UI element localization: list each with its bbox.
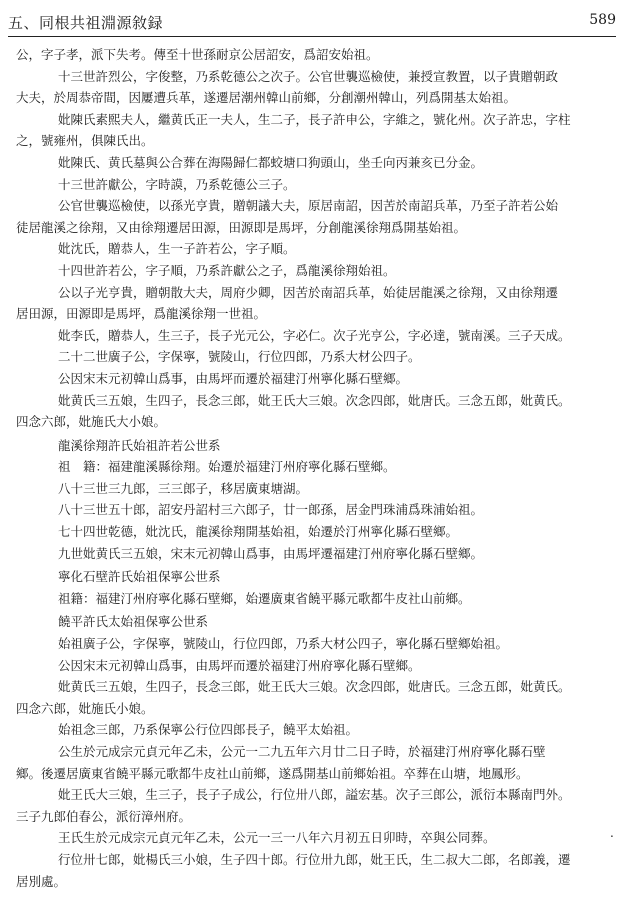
body-text	[16, 44, 604, 892]
text-line: 二十二世廣子公，字保寧，號陵山，行位四郎，乃系大材公四子。	[58, 349, 421, 365]
page-header	[8, 10, 616, 32]
header-rule	[8, 36, 616, 37]
page-number: 589	[589, 12, 616, 28]
text-line: 寧化石壁許氏始祖保寧公世系	[58, 569, 221, 585]
text-line: 徒居龍溪之徐翔，又由徐翔遷居田源，田源即是馬坪，分創龍溪徐翔爲開基始祖。	[16, 219, 467, 235]
text-line: 妣沈氏，贈恭人，生一子許若公，字子順。	[58, 241, 296, 257]
text-line: 祖 籍：福建龍溪縣徐翔。始遷於福建汀州府寧化縣石壁鄉。	[58, 459, 396, 475]
text-line: 饒平許氏太始祖保寧公世系	[58, 614, 209, 630]
text-line: 公因宋末元初韓山爲事，由馬坪而遷於福建汀州府寧化縣石壁鄉。	[58, 657, 421, 673]
text-line: 鄉。後遷居廣東省饒平縣元歌都牛皮社山前鄉，遂爲開基山前鄉始祖。卒葬在山塘，地鳳形。	[16, 765, 529, 781]
text-line: 妣黄氏三五娘，生四子，長念三郎，妣王氏大三娘。次念四郎，妣唐氏。三念五郎，妣黄氏。	[58, 679, 571, 695]
text-line: 十三世許烈公，字俊整，乃系乾德公之次子。公官世襲巡檢使，兼授宣教置，以子貴贈朝政	[58, 68, 559, 84]
text-line: 妣王氏大三娘，生三子，長子子成公，行位卅八郎，謚宏基。次子三郎公，派衍本縣南門外。	[58, 787, 571, 803]
text-line: 祖籍：福建汀州府寧化縣石壁鄉，始遷廣東省饒平縣元歌都牛皮社山前鄉。	[58, 590, 471, 606]
text-line: 妣黄氏三五娘，生四子，長念三郎，妣王氏大三娘。次念四郎，妣唐氏。三念五郎，妣黄氏。	[58, 392, 571, 408]
text-line: 公生於元成宗元貞元年乙未，公元一二九五年六月廿二日子時，於福建汀州府寧化縣石壁	[58, 744, 546, 759]
text-line: 十四世許若公，字子順，乃系許獻公之子，爲龍溪徐翔始祖。	[58, 262, 396, 278]
text-line: 居別處。	[16, 873, 67, 889]
text-line: 妣陳氏素熙夫人，繼黄氏正一夫人，生二子，長子許申公，字維之，號化州。次子許忠，字柱	[58, 111, 571, 127]
text-line: 居田源，田源即是馬坪，爲龍溪徐翔一世祖。	[16, 306, 267, 322]
text-line: 公，字子孝，派下失考。傳至十世孫耐京公居詔安，爲詔安始祖。	[16, 47, 379, 62]
text-line: 公官世襲巡檢使，以孫光亨貴，贈朝議大夫，原居南詔，因苦於南詔兵革，乃至子許若公始	[58, 198, 559, 214]
text-line: 龍溪徐翔許氏始祖許若公世系	[58, 437, 221, 453]
text-line: 九世妣黄氏三五娘，宋末元初韓山爲事，由馬坪遷福建汀州府寧化縣石壁鄉。	[58, 545, 484, 561]
text-line: 妣李氏，贈恭人，生三子，長子光元公，字必仁。次子光亨公，字必達，號南溪。三子天成。	[58, 327, 571, 343]
text-line: 行位卅七郎，妣楊氏三小娘，生子四十郎。行位卅九郎，妣王氏，生二叔大二郎，名郎義，遷	[58, 851, 571, 867]
text-line: 大夫，於周恭帝間，因屢遭兵革，遂遷居潮州韓山前鄉，分創潮州韓山，列爲開基太始祖。	[16, 90, 517, 106]
text-line: 十三世許獻公，字時謨，乃系乾德公三子。	[58, 176, 296, 192]
text-line: 公因宋末元初韓山爲事，由馬坪而遷於福建汀州寧化縣石壁鄉。	[58, 370, 409, 386]
text-line: 公以子光亨貴，贈朝散大夫，周府少卿，因苦於南詔兵革，始徒居龍溪之徐翔，又由徐翔遷	[58, 284, 559, 300]
text-line: 王氏生於元成宗元貞元年乙未，公元一三一八年六月初五日卯時，卒與公同葬。	[58, 830, 496, 846]
text-line: 四念六郎，妣施氏小娘。	[16, 700, 154, 716]
text-line: 妣陳氏、黄氏墓與公合葬在海陽歸仁都蛟塘口狗頭山，坐壬向丙兼亥已分金。	[58, 154, 484, 170]
chapter-title: 五、同根共祖淵源敘録	[8, 14, 164, 32]
margin-mark: .	[610, 826, 614, 840]
text-line: 始祖念三郎，乃系保寧公行位四郎長子，饒平太始祖。	[58, 722, 359, 738]
text-line: 三子九郎伯春公，派衍漳州府。	[16, 808, 192, 824]
text-line: 七十四世乾德，妣沈氏，龍溪徐翔開基始祖，始遷於汀州寧化縣石壁鄉。	[58, 524, 459, 540]
text-line: 四念六郎，妣施氏大小娘。	[16, 414, 167, 430]
text-line: 之，號雍州，俱陳氏出。	[16, 133, 154, 149]
text-line: 八十三世三九郎，三三郎子，移居廣東塘湖。	[58, 480, 309, 496]
text-line: 始祖廣子公，字保寧，號陵山，行位四郎，乃系大材公四子，寧化縣石壁鄉始祖。	[58, 636, 509, 652]
text-line: 八十三世五十郎，詔安丹詔村三六郎子，廿一郎孫，居金門珠浦爲珠浦始祖。	[58, 502, 484, 518]
